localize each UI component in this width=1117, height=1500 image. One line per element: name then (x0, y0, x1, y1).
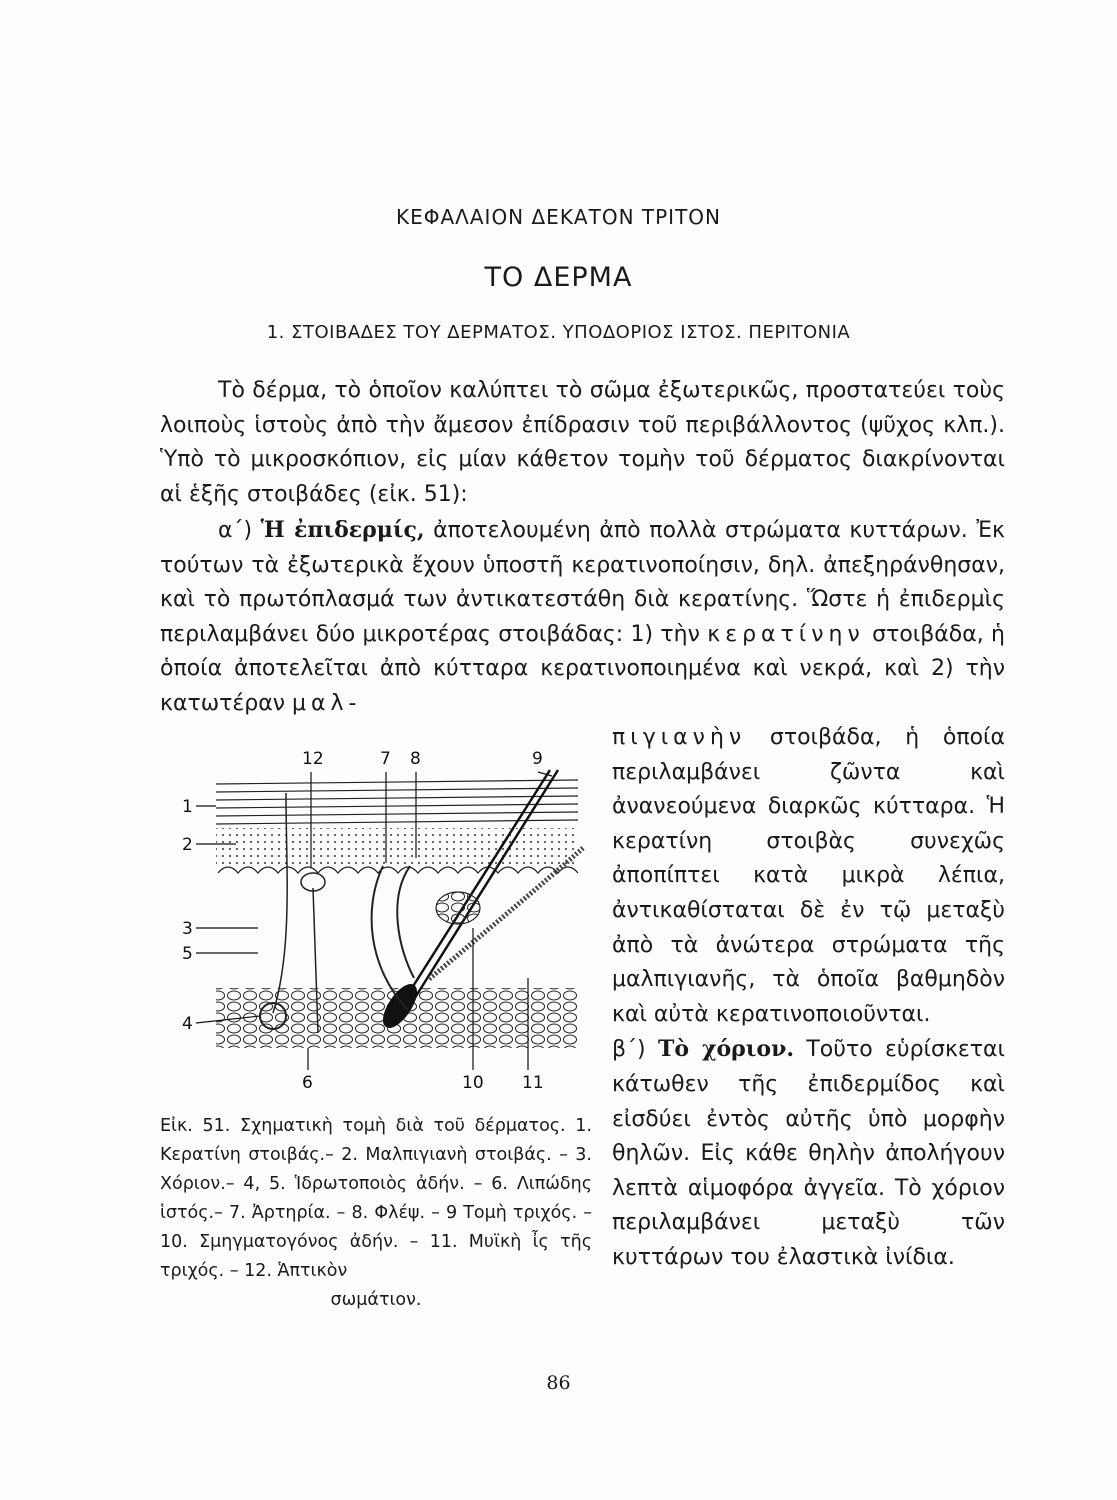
fig-label-12: 12 (302, 749, 324, 769)
vein (397, 866, 414, 978)
intro-paragraph: Τὸ δέρμα, τὸ ὁποῖον καλύπτει τὸ σῶμα ἐξωτερικῶς, προστατεύει τοὺς λοιποὺς ἱστοὺς ἀπὸ τὴν ἄμεσον ἐπίδρασιν τοῦ περιβάλλοντος (ψῦχος κλπ.). Ὑπὸ τὸ μικροσκόπιον, εἰς μίαν κάθετον τομὴν τοῦ δέρματος διακρίνονται αἱ ἑξῆς στοιβάδες (εἰκ. 51): (160, 378, 1005, 507)
fig-label-10: 10 (462, 1073, 484, 1093)
right-column-text (612, 721, 1005, 1276)
fig-label-6: 6 (302, 1073, 313, 1093)
dermis-text: Τοῦτο εὑρίσκεται κάτωθεν τῆς ἐπιδερμίδος καὶ εἰσδύει ἐντὸς αὐτῆς ὑπὸ μορφὴν θηλῶν. Εἰς κάθε θηλὴν ἀπολήγουν λεπτὰ αἱμοφόρα ἀγγεῖα. Τὸ χόριον περιλαμβάνει μεταξὺ τῶν κυττάρων του ἐλαστικὰ ἰνίδια. (612, 1037, 1005, 1270)
skin-diagram (178, 748, 588, 1098)
keratin-layer (216, 780, 578, 824)
epidermis-text-2: στοιβάδα, ἡ ὁποία ἀποτελεῖται ἀπὸ κύτταρα κερατινοποιημένα καὶ νεκρά, καὶ 2) τὴν κατωτέραν (160, 621, 1005, 716)
fig-label-11: 11 (522, 1073, 544, 1093)
keratin-term: κερατίνην (707, 621, 865, 647)
epidermis-paragraph (160, 513, 1005, 722)
fig-label-5: 5 (182, 944, 193, 964)
epidermis-text-1: ἀποτελουμένη ἀπὸ πολλὰ στρώματα κυττάρων. Ἐκ τούτων τὰ ἐξωτερικὰ ἔχουν ὑποστῆ κερατινοποίησιν, δηλ. ἀπεξηράνθησαν, καὶ τὸ πρωτόπλασμά των ἀντικατεστάθη διὰ κερατίνης. Ὥστε ἡ ἐπιδερμὶς περιλαμβάνει δύο μικροτέρας στοιβάδας: 1) τὴν (160, 518, 1005, 647)
dermis-paragraph (612, 1032, 1005, 1275)
caption-text: Εἰκ. 51. Σχηματικὴ τομὴ διὰ τοῦ δέρματος. 1. Κερατίνη στοιβάς.– 2. Μαλπιγιανὴ στοιβάς. – 3. Χόριον.– 4, 5. Ἱδρωτοποιὸς ἀδήν. – 6. Λιπώδης ἱστός.– 7. Ἀρτηρία. – 8. Φλέψ. – 9 Τομὴ τριχός. – 10. Σμηγματογόνος ἀδήν. – 11. Μυϊκὴ ἶς τῆς τριχός. – 12. Ἁπτικὸν (160, 1116, 592, 1281)
fig-label-8: 8 (410, 749, 421, 769)
epidermis-label: α΄) (218, 518, 253, 543)
fig-label-7: 7 (380, 749, 391, 769)
fig-label-4: 4 (182, 1014, 193, 1034)
dermis-term: Τὸ χόριον. (657, 1036, 794, 1063)
skin-section-figure (178, 748, 588, 1098)
page-title: ΤΟ ΔΕΡΜΑ (484, 262, 633, 293)
caption-last-line: σωμάτιον. (330, 1290, 422, 1310)
dermis-label: β΄) (612, 1037, 646, 1063)
section-heading: 1. ΣΤΟΙΒΑΔΕΣ ΤΟΥ ΔΕΡΜΑΤΟΣ. ΥΠΟΔΟΡΙΟΣ ΙΣΤΟΣ. ΠΕΡΙΤΟΝΙΑ (266, 322, 851, 343)
sebaceous-gland (436, 892, 480, 924)
fig-label-1: 1 (182, 797, 193, 817)
chapter-heading: ΚΕΦΑΛΑΙΟΝ ΔΕΚΑΤΟΝ ΤΡΙΤΟΝ (396, 205, 721, 229)
malpighian-term-part-a: μαλ- (292, 690, 362, 716)
malpighian-text: στοιβάδα, ἡ ὁποία περιλαμβάνει ζῶντα καὶ ἀνανεούμενα διαρκῶς κύτταρα. Ἡ κερατίνη στοιβὰς συνεχῶς ἀποπίπτει κατὰ μικρὰ λέπια, ἀντικαθίσταται δὲ ἐν τῷ μεταξὺ ἀπὸ τὰ ἀνώτερα στρώματα τῆς μαλπιγιανῆς, τὰ ὁποῖα βαθμηδὸν καὶ αὐτὰ κερατινοποιοῦνται. (612, 725, 1005, 1027)
sweat-duct (273, 793, 287, 1013)
epidermis-term: Ἡ ἐπιδερμίς, (260, 517, 425, 543)
malpighian-term-part-b: πιγιανὴν (612, 725, 747, 750)
fig-label-9: 9 (532, 749, 543, 769)
fig-label-3: 3 (182, 919, 193, 939)
malpighian-layer (216, 828, 578, 866)
page-number: 86 (546, 1372, 571, 1394)
papillae-line (218, 867, 578, 873)
fig-label-2: 2 (182, 835, 193, 855)
figure-caption (160, 1112, 592, 1315)
